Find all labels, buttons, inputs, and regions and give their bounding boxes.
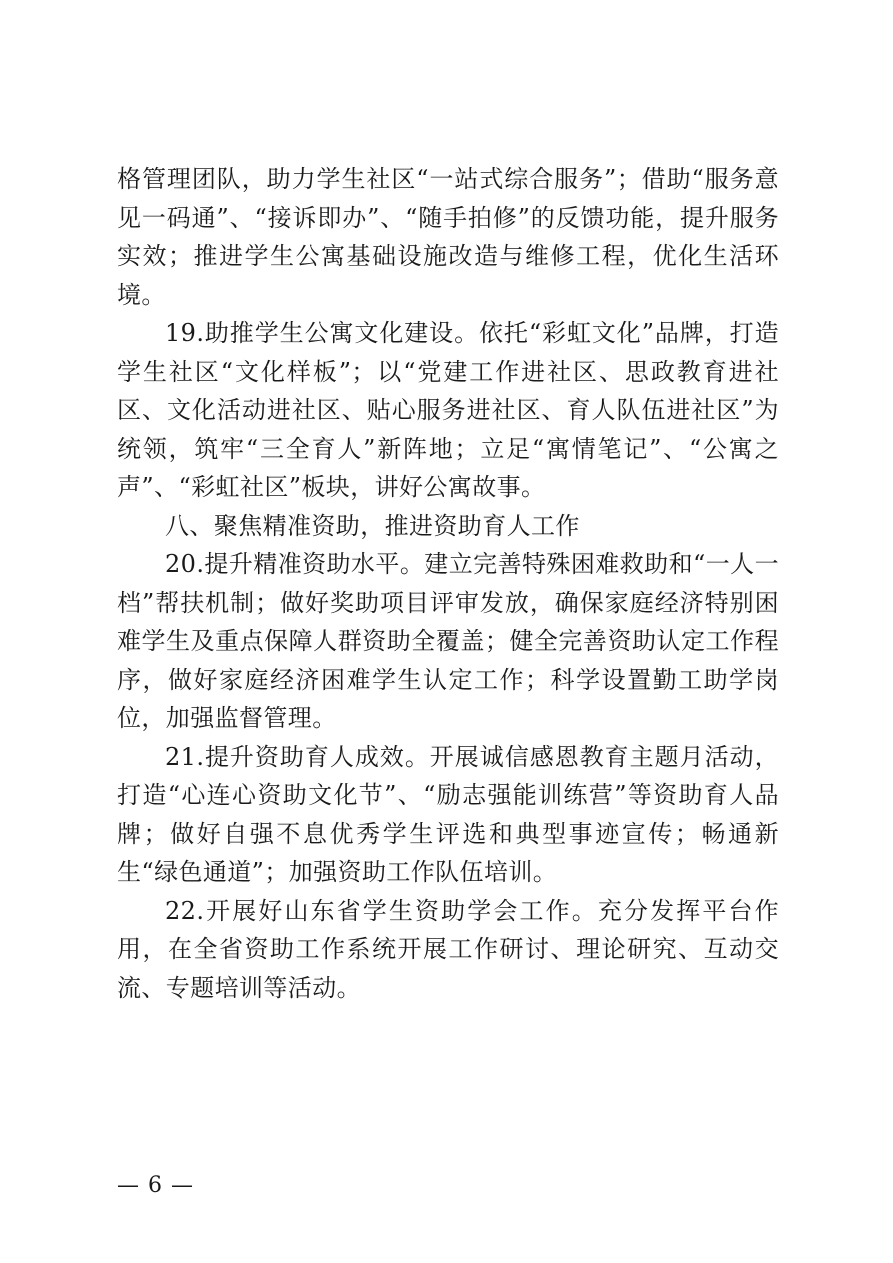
paragraph-item-21: 21.提升资助育人成效。开展诚信感恩教育主题月活动，打造“心连心资助文化节”、“励志强能训练营”等资助育人品牌；做好自强不息优秀学生评选和典型事迹宣传；畅通新生“绿色通道”；加强资助工作队伍培训。 bbox=[117, 742, 779, 886]
page-number: — 6 — bbox=[117, 1173, 194, 1198]
paragraph-item-20: 20.提升精准资助水平。建立完善特殊困难救助和“一人一档”帮扶机制；做好奖助项目评审发放，确保家庭经济特别困难学生及重点保障人群资助全覆盖；健全完善资助认定工作程序，做好家庭经济困难学生认定工作；科学设置勤工助学岗位，加强监督管理。 bbox=[117, 550, 779, 732]
paragraph-item-22: 22.开展好山东省学生资助学会工作。充分发挥平台作用，在全省资助工作系统开展工作研讨、理论研究、互动交流、专题培训等活动。 bbox=[117, 896, 779, 1002]
paragraph-item-19: 19.助推学生公寓文化建设。依托“彩虹文化”品牌，打造学生社区“文化样板”；以“党建工作进社区、思政教育进社区、文化活动进社区、贴心服务进社区、育人队伍进社区”为统领，筑牢“三全育人”新阵地；立足“寓情笔记”、“公寓之声”、“彩虹社区”板块，讲好公寓故事。 bbox=[117, 319, 779, 501]
document-body bbox=[117, 160, 779, 1007]
section-heading-8: 八、聚焦精准资助，推进资助育人工作 bbox=[165, 511, 580, 540]
paragraph-continuation: 格管理团队，助力学生社区“一站式综合服务”；借助“服务意见一码通”、“接诉即办”、“随手拍修”的反馈功能，提升服务实效；推进学生公寓基础设施改造与维修工程，优化生活环境。 bbox=[117, 165, 779, 309]
